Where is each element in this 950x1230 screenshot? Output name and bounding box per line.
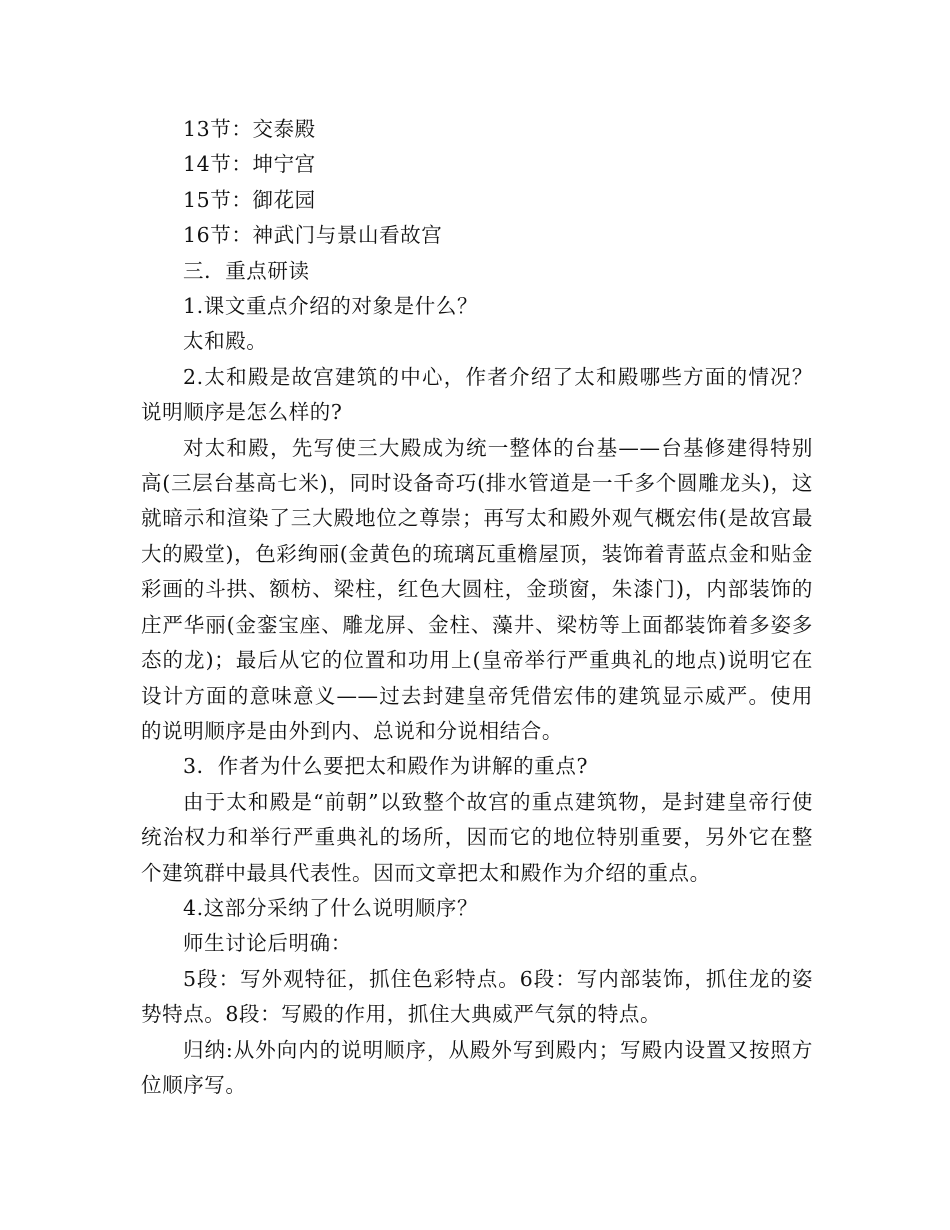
answer-1: 太和殿。 [183, 329, 268, 354]
answer-2: 对太和殿，先写使三大殿成为统一整体的台基——台基修建得特别高(三层台基高七米)，同时设备奇巧(排水管道是一千多个圆雕龙头)，这就暗示和渲染了三大殿地位之尊崇；再写太和殿外观气概宏伟(是故宫最大的殿堂)，色彩绚丽(金黄色的琉璃瓦重檐屋顶，装饰着青蓝点金和贴金彩画的斗拱、额枋、梁柱，红色大圆柱，金琐窗，朱漆门)，内部装饰的庄严华丽(金銮宝座、雕龙屏、金柱、藻井、梁枋等上面都装饰着多姿多态的龙)；最后从它的位置和功用上(皇帝举行严重典礼的地点)说明它在设计方面的意味意义——过去封建皇帝凭借宏伟的建筑显示威严。使用的说明顺序是由外到内、总说和分说相结合。 [141, 435, 813, 743]
section-14-line: 14节：坤宁宫 [183, 152, 316, 177]
question-4: 4.这部分采纳了什么说明顺序？ [183, 895, 479, 920]
question-3: 3．作者为什么要把太和殿作为讲解的重点? [183, 754, 589, 779]
summary-paragraph: 归纳:从外向内的说明顺序，从殿外写到殿内；写殿内设置又按照方位顺序写。 [141, 1037, 813, 1097]
question-2: 2.太和殿是故宫建筑的中心，作者介绍了太和殿哪些方面的情况？说明顺序是怎么样的? [141, 364, 813, 425]
part-three-heading: 三．重点研读 [183, 258, 310, 283]
document-body [141, 112, 813, 1103]
answer-3: 由于太和殿是“前朝”以致整个故宫的重点建筑物，是封建皇帝行使统治权力和举行严重典礼的场所，因而它的地位特别重要，另外它在整个建筑群中最具代表性。因而文章把太和殿作为介绍的重点。 [141, 789, 813, 885]
answer-4-detail: 5段：写外观特征，抓住色彩特点。6段：写内部装饰，抓住龙的姿势特点。8段：写殿的作用，抓住大典威严气氛的特点。 [141, 966, 813, 1027]
section-13-line: 13节：交泰殿 [183, 117, 316, 141]
answer-4-intro: 师生讨论后明确： [183, 931, 352, 956]
section-15-line: 15节：御花园 [183, 187, 316, 212]
question-1: 1.课文重点介绍的对象是什么？ [183, 294, 479, 319]
section-16-line: 16节：神武门与景山看故宫 [183, 223, 443, 248]
